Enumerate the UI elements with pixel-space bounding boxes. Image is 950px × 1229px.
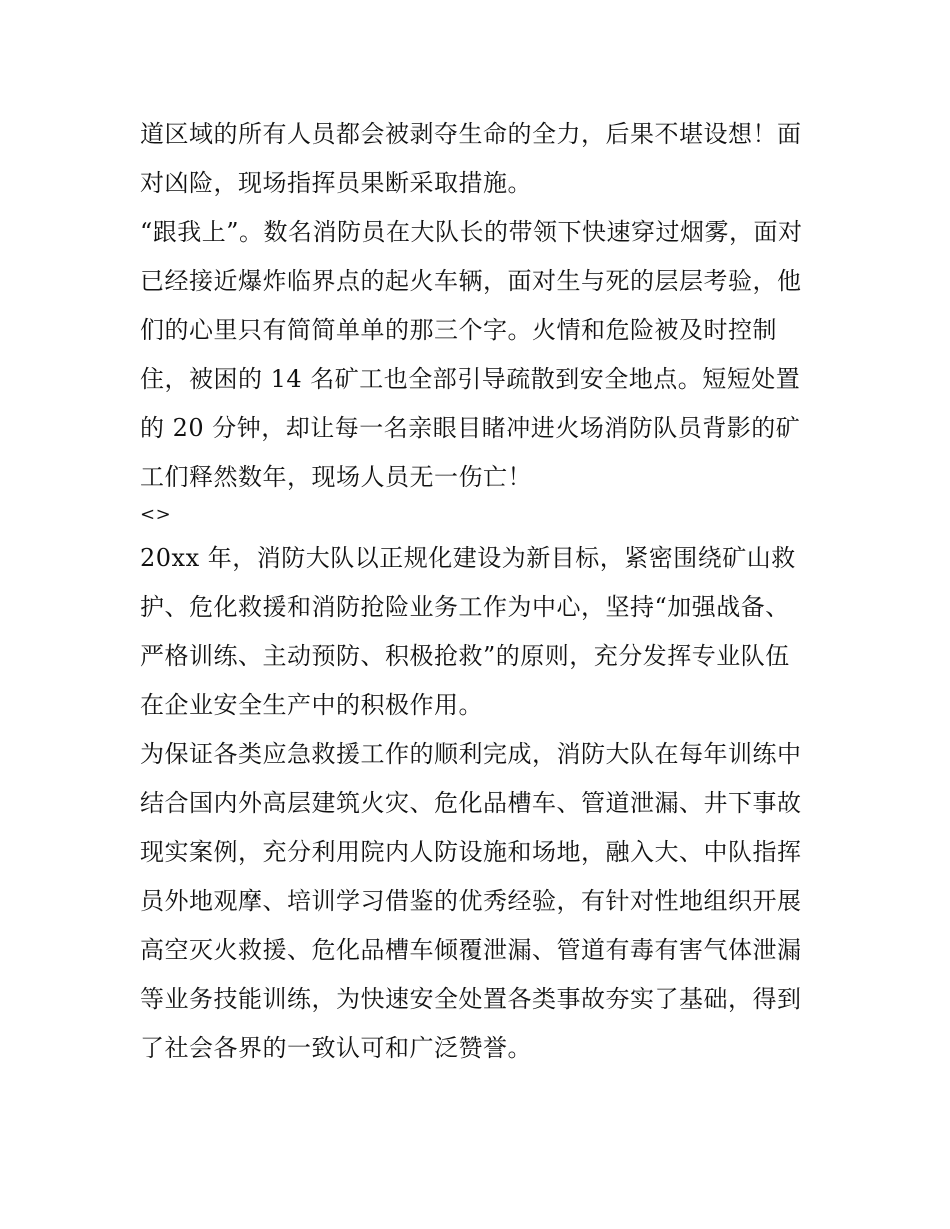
text-line: 严格训练、主动预防、积极抢救”的原则，充分发挥专业队伍 — [140, 642, 790, 670]
text-line: 高空灭火救援、危化品槽车倾覆泄漏、管道有毒有害气体泄漏 — [140, 936, 802, 964]
text-line: 已经接近爆炸临界点的起火车辆，面对生与死的层层考验，他 — [140, 267, 802, 295]
text-line: 道区域的所有人员都会被剥夺生命的全力，后果不堪设想！面 — [140, 120, 802, 148]
text-line: 们的心里只有简简单单的那三个字。火情和危险被及时控制 — [140, 316, 777, 344]
text-line: “跟我上”。数名消防员在大队长的带领下快速穿过烟雾，面对 — [140, 218, 803, 246]
text-line: 了社会各界的一致认可和广泛赞誉。 — [140, 1034, 532, 1062]
text-line: 对凶险，现场指挥员果断采取措施。 — [140, 169, 532, 197]
section-marker: <> — [140, 504, 172, 525]
text-line: 在企业安全生产中的积极作用。 — [140, 691, 483, 719]
text-line: 现实案例，充分利用院内人防设施和场地，融入大、中队指挥 — [140, 838, 802, 866]
text-line: 住，被困的 14 名矿工也全部引导疏散到安全地点。短短处置 — [140, 365, 801, 393]
text-line: 20xx 年，消防大队以正规化建设为新目标，紧密围绕矿山救 — [140, 544, 796, 572]
text-line: 护、危化救援和消防抢险业务工作为中心，坚持“加强战备、 — [140, 593, 790, 621]
document-body — [140, 110, 820, 1073]
text-line: 员外地观摩、培训学习借鉴的优秀经验，有针对性地组织开展 — [140, 887, 802, 915]
text-line: 等业务技能训练，为快速安全处置各类事故夯实了基础，得到 — [140, 985, 802, 1013]
text-line: 工们释然数年，现场人员无一伤亡！ — [140, 463, 532, 491]
text-line: 的 20 分钟，却让每一名亲眼目睹冲进火场消防队员背影的矿 — [140, 414, 801, 442]
text-line: 为保证各类应急救援工作的顺利完成，消防大队在每年训练中 — [140, 740, 802, 768]
text-line: 结合国内外高层建筑火灾、危化品槽车、管道泄漏、井下事故 — [140, 789, 802, 817]
